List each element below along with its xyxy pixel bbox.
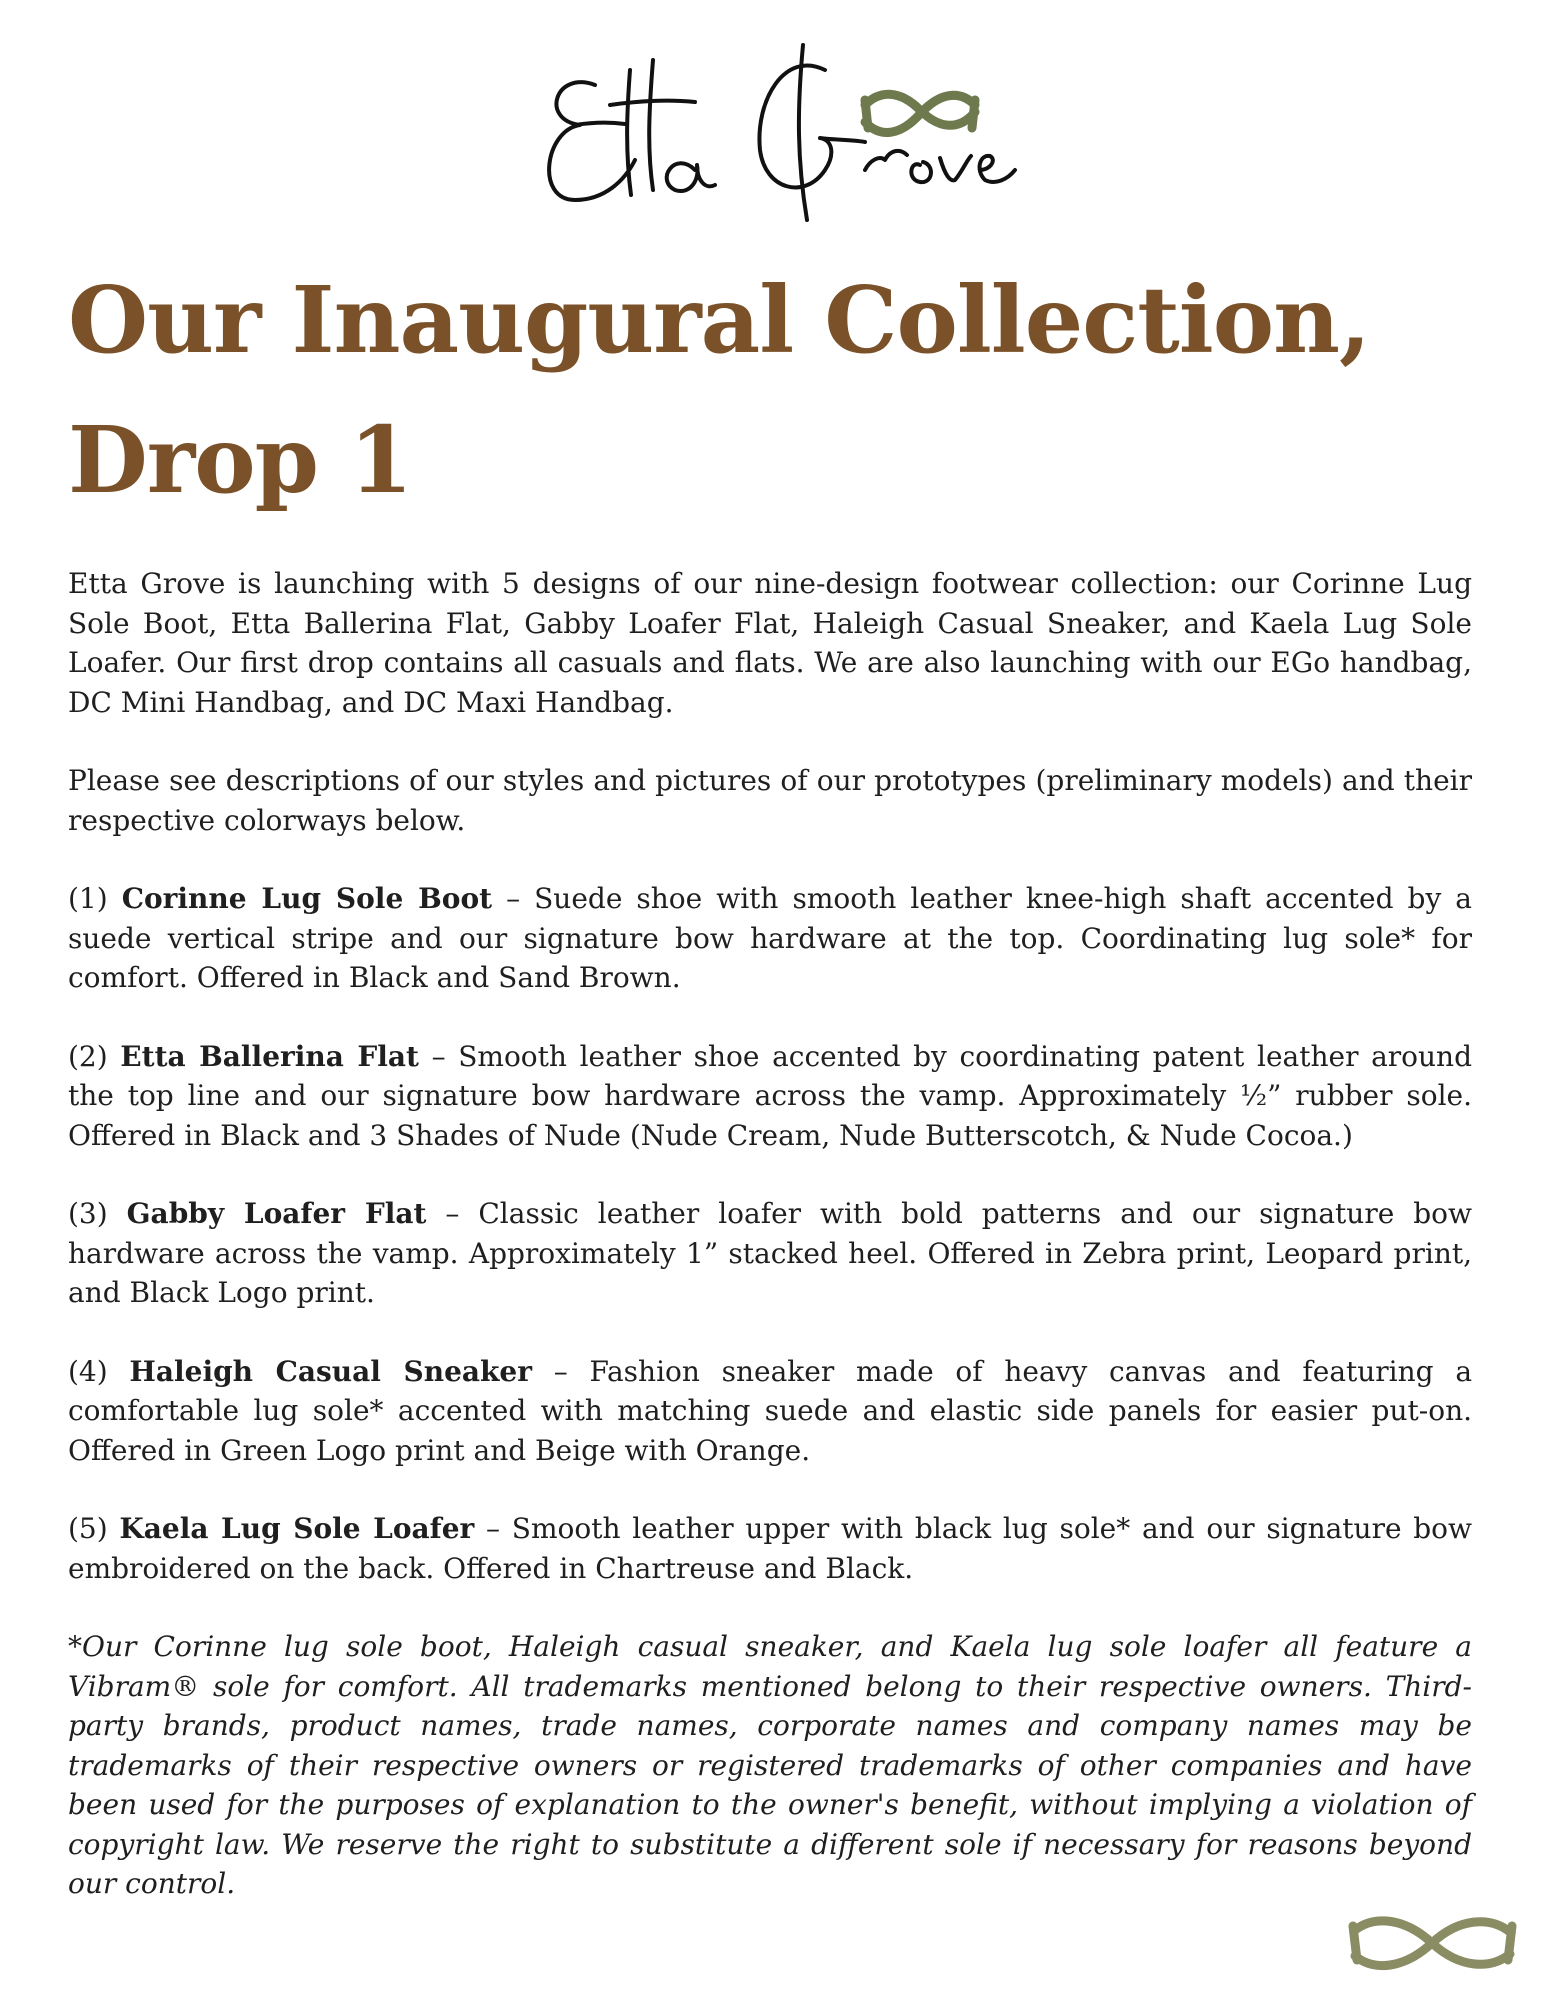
product-name: Haleigh Casual Sneaker	[129, 1354, 532, 1388]
footnote: *Our Corinne lug sole boot, Haleigh casual sneaker, and Kaela lug sole loafer all feature a Vibram® sole for comfort. All trademarks mentioned belong to their respective owners. Third-party brands, product names, trade names, corporate names and company names may be trademarks of their respective owners or registered trademarks of other companies and have been used for the purposes of explanation to the owner's benefit, without implying a violation of copyright law. We reserve the right to substitute a different sole if necessary for reasons beyond our control.	[68, 1630, 1472, 1900]
product-number: (5)	[68, 1512, 108, 1545]
intro-paragraph: Please see descriptions of our styles and pictures of our prototypes (preliminary models) and their respective colorways below.	[68, 764, 1472, 837]
product-item	[68, 1037, 1472, 1156]
product-name: Gabby Loafer Flat	[126, 1197, 427, 1230]
corner-bow-mark	[1345, 1910, 1520, 1976]
product-name: Etta Ballerina Flat	[120, 1039, 419, 1073]
product-description: – Fashion sneaker made of heavy canvas and featuring a comfortable lug sole* accented with matching suede and elastic side panels for easier put-on. Offered in Green Logo print and Beige with Orange.	[68, 1354, 1473, 1467]
product-number: (2)	[68, 1039, 108, 1073]
product-item	[68, 879, 1472, 998]
product-number: (3)	[68, 1197, 108, 1230]
title-line-2: Drop 1	[68, 406, 412, 514]
product-name: Kaela Lug Sole Loafer	[119, 1512, 475, 1545]
etta-grove-logo-icon	[535, 30, 1025, 230]
product-item	[68, 1352, 1472, 1471]
product-item	[68, 1509, 1472, 1588]
product-description: – Smooth leather upper with black lug sole* and our signature bow embroidered on the back. Offered in Chartreuse and Black.	[68, 1512, 1473, 1585]
bow-icon	[1345, 1910, 1520, 1976]
product-item	[68, 1194, 1472, 1313]
product-description: – Classic leather loafer with bold patterns and our signature bow hardware across the vamp. Approximately 1” stacked heel. Offered in Zebra print, Leopard print, and Black Logo print.	[68, 1197, 1473, 1309]
product-name: Corinne Lug Sole Boot	[121, 882, 493, 915]
title-line-1: Our Inaugural Collection,	[68, 266, 1370, 374]
product-number: (1)	[68, 882, 108, 915]
brand-logo	[535, 30, 1025, 230]
intro-paragraph: Etta Grove is launching with 5 designs of our nine-design footwear collection: our Corinne Lug Sole Boot, Etta Ballerina Flat, Gabby Loafer Flat, Haleigh Casual Sneaker, and Kaela Lug Sole Loafer. Our first drop contains all casuals and flats. We are also launching with our EGo handbag, DC Mini Handbag, and DC Maxi Handbag.	[68, 567, 1472, 719]
product-description: – Smooth leather shoe accented by coordinating patent leather around the top line and our signature bow hardware across the vamp. Approximately ½” rubber sole. Offered in Black and 3 Shades of Nude (Nude Cream, Nude Butterscotch, & Nude Cocoa.)	[68, 1039, 1472, 1152]
document-body	[68, 564, 1472, 1943]
page-title	[68, 250, 1468, 530]
product-number: (4)	[68, 1354, 108, 1388]
product-description: – Suede shoe with smooth leather knee-high shaft accented by a suede vertical stripe and our signature bow hardware at the top. Coordinating lug sole* for comfort. Offered in Black and Sand Brown.	[68, 882, 1472, 994]
